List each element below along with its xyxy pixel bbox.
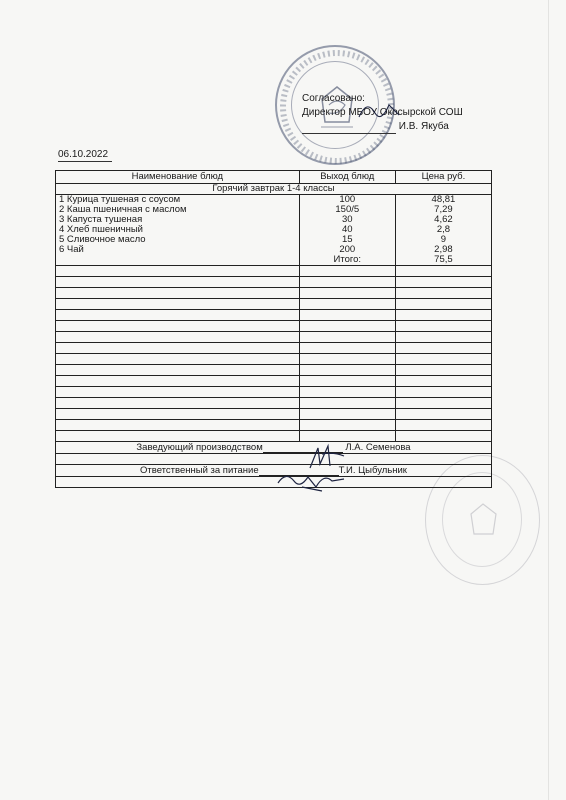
- dish-portion: 200: [299, 245, 395, 255]
- total-value: 75,5: [395, 255, 491, 266]
- approval-signer: И.В. Якуба: [398, 121, 449, 132]
- production-label: Заведующий производством: [136, 442, 263, 453]
- section-title: Горячий завтрак 1-4 классы: [56, 184, 492, 195]
- header-price: Цена руб.: [395, 171, 491, 184]
- header-portion: Выход блюд: [299, 171, 395, 184]
- total-row: [56, 255, 492, 266]
- dish-portion: 15: [299, 235, 395, 245]
- empty-row: [56, 387, 492, 398]
- empty-row: [56, 321, 492, 332]
- empty-row: [56, 365, 492, 376]
- production-signature-row: [56, 442, 492, 454]
- food-name: Т.И. Цыбульник: [338, 465, 407, 476]
- production-name: Л.А. Семенова: [345, 442, 411, 453]
- dish-price: 4,62: [395, 215, 491, 225]
- dish-portion: 100: [299, 195, 395, 206]
- dish-price: 7,29: [395, 205, 491, 215]
- empty-row: [56, 420, 492, 431]
- dish-portion: 30: [299, 215, 395, 225]
- dish-name: 4 Хлеб пшеничный: [56, 225, 300, 235]
- empty-row: [56, 288, 492, 299]
- dish-name: 1 Курица тушеная с соусом: [56, 195, 300, 206]
- empty-row: [56, 299, 492, 310]
- empty-row: [56, 354, 492, 365]
- food-label: Ответственный за питание: [140, 465, 259, 476]
- table-row: [56, 245, 492, 255]
- dish-name: 6 Чай: [56, 245, 300, 255]
- empty-row: [56, 310, 492, 321]
- empty-row: [56, 343, 492, 354]
- dish-portion: 40: [299, 225, 395, 235]
- dish-name: 2 Каша пшеничная с маслом: [56, 205, 300, 215]
- empty-row: [56, 332, 492, 343]
- menu-table: [55, 170, 492, 488]
- section-row: [56, 184, 492, 195]
- total-empty-cell: [56, 255, 300, 266]
- food-handwritten-signature: [272, 465, 352, 495]
- empty-row: [56, 398, 492, 409]
- dish-name: 5 Сливочное масло: [56, 235, 300, 245]
- empty-row: [56, 431, 492, 442]
- dish-price: 48,81: [395, 195, 491, 206]
- empty-row: [56, 376, 492, 387]
- dish-price: 9: [395, 235, 491, 245]
- approval-position: Директор МБОУ Окосырской СОШ: [302, 107, 463, 118]
- table-row: [56, 235, 492, 245]
- header-dish-name: Наименование блюд: [56, 171, 300, 184]
- empty-row: [56, 277, 492, 288]
- dish-portion: 150/5: [299, 205, 395, 215]
- director-handwritten-signature: [355, 95, 405, 125]
- dish-price: 2,8: [395, 225, 491, 235]
- empty-row: [56, 266, 492, 277]
- dish-price: 2,98: [395, 245, 491, 255]
- approval-title: Согласовано:: [302, 93, 365, 104]
- page-edge: [548, 0, 549, 800]
- empty-row: [56, 409, 492, 420]
- dish-name: 3 Капуста тушеная: [56, 215, 300, 225]
- empty-row: [56, 454, 492, 465]
- table-header-row: [56, 171, 492, 184]
- total-label: Итого:: [299, 255, 395, 266]
- production-signature-cell: [56, 442, 492, 454]
- document-date: 06.10.2022: [58, 149, 112, 162]
